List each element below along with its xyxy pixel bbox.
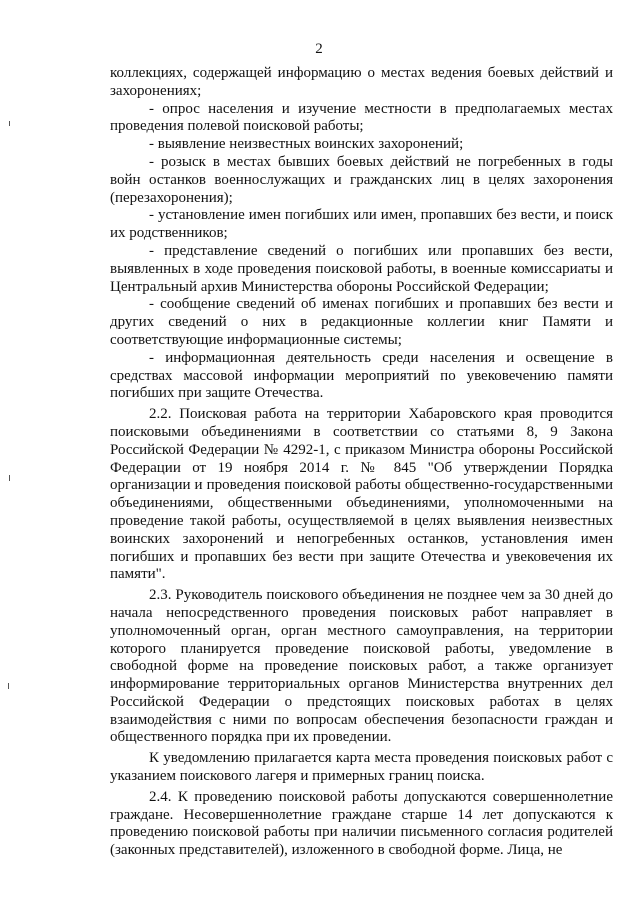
scan-margin-mark [9, 475, 10, 481]
list-item-unknown-burials: - выявление неизвестных воинских захоронений; [149, 136, 464, 153]
paragraph-collections-continuation: коллекциях, содержащей информацию о местах ведения боевых действий и захоронениях; [110, 65, 613, 99]
page-number: 2 [315, 41, 323, 57]
document-body [110, 65, 613, 860]
list-item-search-remains: - розыск в местах бывших боевых действий не погребенных в годы войн останков военнослужащих и гражданских лиц в целях захоронения (перезахоронения); [110, 153, 613, 206]
list-item-memory-books: - сообщение сведений об именах погибших и пропавших без вести и других сведений о них в редакционные коллегии книг Памяти и соответствующие информационные системы; [110, 296, 613, 348]
paragraph-2-2: 2.2. Поисковая работа на территории Хабаровского края проводится поисковыми объединениями в соответствии со статьями 8, 9 Закона Российской Федерации № 4292-1, с приказом Министра обороны Российской Федерации от 19 ноября 2014 г. № 845 "Об утверждении Порядка организации и проведения поисковой работы общественно-государственными объединениями, общественными объединениями, уполномоченными на проведение такой работы, осуществляемой в целях выявления неизвестных воинских захоронений и непогребенных останков, установления имен погибших и пропавших без вести при защите Отечества и увековечения их памяти". [110, 406, 613, 583]
scan-margin-mark [8, 683, 9, 689]
paragraph-2-4: 2.4. К проведению поисковой работы допускаются совершеннолетние граждане. Несовершеннолетние граждане старше 14 лет допускаются к проведению поисковой работы при наличии письменного согласия родителей (законных представителей), изложенного в свободной форме. Лица, не [110, 788, 613, 859]
paragraph-2-3: 2.3. Руководитель поискового объединения не позднее чем за 30 дней до начала непосредственного проведения поисковых работ направляет в уполномоченный орган, орган местного самоуправления, на территории которого планируется проведение поисковой работы, уведомление в свободной форме на проведение поисковых работ, а также организует информирование территориальных органов Министерства внутренних дел Российской Федерации о предстоящих поисковых работах в целях взаимодействия с ними по вопросам обеспечения безопасности граждан и общественного порядка при их проведении. [110, 587, 613, 746]
scan-margin-mark [9, 121, 10, 126]
list-item-information-activity: - информационная деятельность среди населения и освещение в средствах массовой информации мероприятий по увековечению памяти погибших при защите Отечества. [110, 349, 613, 402]
list-item-establish-names: - установление имен погибших или имен, пропавших без вести, и поиск их родственников; [110, 207, 613, 242]
list-item-population-survey: - опрос населения и изучение местности в предполагаемых местах проведения полевой поисковой работы; [110, 100, 613, 135]
list-item-submit-information: - представление сведений о погибших или пропавших без вести, выявленных в ходе проведения поисковой работы, в военные комиссариаты и Центральный архив Министерства обороны Российской Федерации; [110, 242, 613, 295]
paragraph-notification-map: К уведомлению прилагается карта места проведения поисковых работ с указанием поискового лагеря и примерных границ поиска. [110, 750, 613, 785]
